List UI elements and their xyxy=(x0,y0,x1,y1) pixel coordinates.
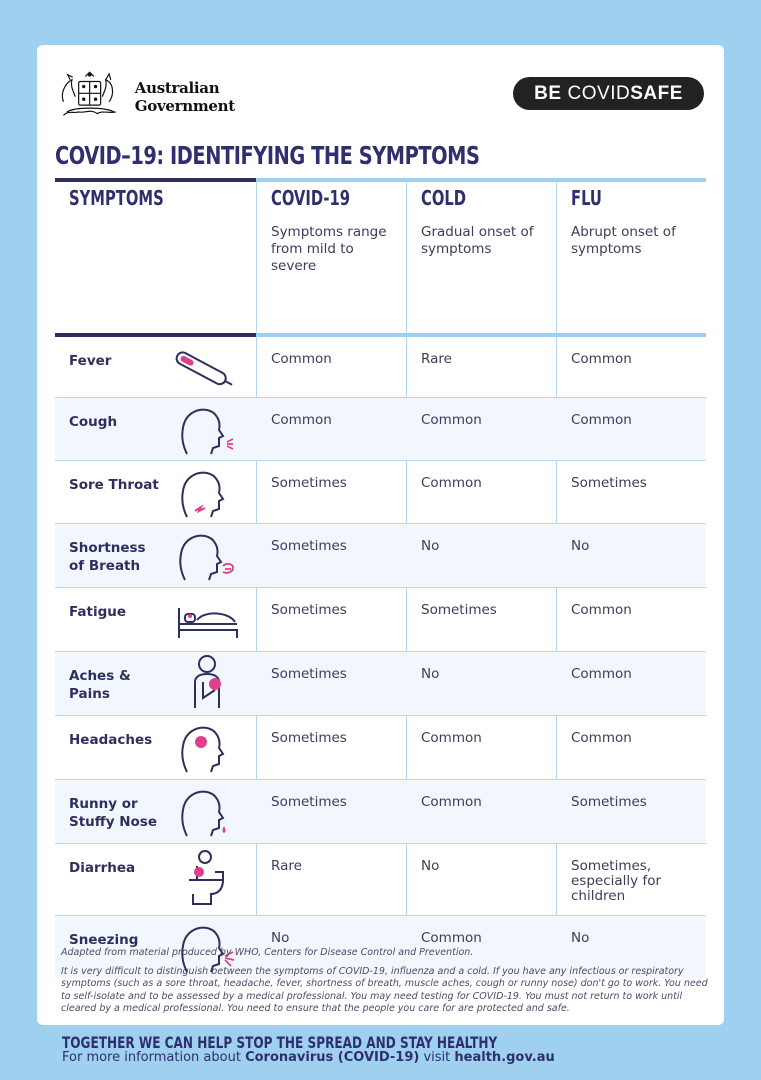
covid-value: Common xyxy=(271,351,332,367)
table-row xyxy=(55,337,706,398)
covid-value: Common xyxy=(271,412,332,428)
column-title: FLU xyxy=(571,186,602,210)
cold-value: No xyxy=(421,666,440,682)
government-logo xyxy=(55,63,295,127)
footer-info-mid: visit xyxy=(423,1050,451,1065)
cold-value: Common xyxy=(421,412,482,428)
table-row xyxy=(55,461,706,524)
runny-nose-icon xyxy=(173,784,243,840)
footer-info xyxy=(62,1050,555,1065)
flu-value: Sometimes xyxy=(571,794,647,810)
covid-value: Sometimes xyxy=(271,475,347,491)
footer-info-topic: Coronavirus (COVID-19) xyxy=(245,1050,420,1065)
flu-value: Common xyxy=(571,666,632,682)
badge-safe: SAFE xyxy=(630,82,683,104)
cough-head-icon xyxy=(173,402,243,458)
cold-value: No xyxy=(421,538,440,554)
disclaimer-text: It is very difficult to distinguish between the symptoms of COVID-19, influenza and a cold. If you have any infectious or respiratory symptoms (such as a sore throat, headache, fever, shortness of breath, muscle aches, cough or runny nose) don't go to work. You need to self-isolate and to be assessed by a medical professional. You may need testing for COVID-19. You must not return to work until cleared by a medical professional. You need to ensure that the people you care for are protected and safe. xyxy=(61,966,708,1014)
covid-value: Sometimes xyxy=(271,538,347,554)
covid-value: Rare xyxy=(271,858,302,874)
flu-value: Common xyxy=(571,602,632,618)
source-note: Adapted from material produced by WHO, Centers for Disease Control and Prevention. xyxy=(61,947,474,958)
cold-value: Common xyxy=(421,475,482,491)
column-header-covid xyxy=(271,186,396,275)
symptom-name: Headaches xyxy=(69,732,153,748)
symptom-name: Sore Throat xyxy=(69,477,159,493)
table-row xyxy=(55,652,706,716)
covid-value: Sometimes xyxy=(271,602,347,618)
symptom-name: Aches & Pains xyxy=(69,668,131,702)
poster-card xyxy=(37,45,724,1025)
column-title: COLD xyxy=(421,186,467,210)
cold-value: Common xyxy=(421,930,482,946)
header-bar-dark xyxy=(55,178,256,182)
symptom-name: Diarrhea xyxy=(69,860,136,876)
column-subtitle: Gradual onset of symptoms xyxy=(421,224,534,257)
government-name: Australian Government xyxy=(134,79,235,115)
table-row xyxy=(55,524,706,588)
flu-value: No xyxy=(571,930,590,946)
coat-of-arms-icon xyxy=(55,63,133,127)
symptom-name: Fever xyxy=(69,353,112,369)
symptom-name: Sneezing xyxy=(69,932,139,948)
cold-value: Common xyxy=(421,730,482,746)
page-title: COVID–19: IDENTIFYING THE SYMPTOMS xyxy=(55,141,480,170)
column-subtitle: Symptoms range from mild to severe xyxy=(271,224,387,274)
flu-value: Common xyxy=(571,412,632,428)
thermometer-icon xyxy=(167,343,237,399)
sore-throat-icon xyxy=(173,465,243,521)
symptom-name: Cough xyxy=(69,414,118,430)
be-covidsafe-badge xyxy=(513,77,704,110)
column-subtitle: Abrupt onset of symptoms xyxy=(571,224,676,257)
symptom-name: Fatigue xyxy=(69,604,127,620)
covid-value: Sometimes xyxy=(271,730,347,746)
badge-be: BE xyxy=(534,82,562,104)
column-header-flu xyxy=(571,186,696,258)
table-row xyxy=(55,588,706,652)
toilet-icon xyxy=(175,850,245,906)
headache-icon xyxy=(173,720,243,776)
cold-value: No xyxy=(421,858,440,874)
cold-value: Rare xyxy=(421,351,452,367)
bed-icon xyxy=(175,594,245,650)
table-row xyxy=(55,844,706,916)
health-website-link[interactable]: health.gov.au xyxy=(454,1050,555,1065)
header-bar-light xyxy=(256,178,706,182)
column-title: SYMPTOMS xyxy=(69,186,164,210)
flu-value: Sometimes xyxy=(571,475,647,491)
table-row xyxy=(55,398,706,461)
footer-info-prefix: For more information about xyxy=(62,1050,241,1065)
flu-value: No xyxy=(571,538,590,554)
symptom-name: Shortness of Breath xyxy=(69,540,146,574)
aching-person-icon xyxy=(177,654,247,710)
column-title: COVID-19 xyxy=(271,186,351,210)
covid-value: Sometimes xyxy=(271,794,347,810)
cold-value: Common xyxy=(421,794,482,810)
breath-icon xyxy=(171,528,241,584)
covid-value: Sometimes xyxy=(271,666,347,682)
symptom-name: Runny or Stuffy Nose xyxy=(69,796,157,830)
table-row xyxy=(55,780,706,844)
flu-value: Common xyxy=(571,351,632,367)
badge-covid: COVID xyxy=(567,82,631,104)
column-header-cold xyxy=(421,186,546,258)
flu-value: Sometimes, especially for children xyxy=(571,858,662,904)
column-header-symptoms xyxy=(69,186,185,210)
footer-tagline: TOGETHER WE CAN HELP STOP THE SPREAD AND STAY HEALTHY xyxy=(62,1033,498,1052)
flu-value: Common xyxy=(571,730,632,746)
covid-value: No xyxy=(271,930,290,946)
cold-value: Sometimes xyxy=(421,602,497,618)
table-row xyxy=(55,716,706,780)
